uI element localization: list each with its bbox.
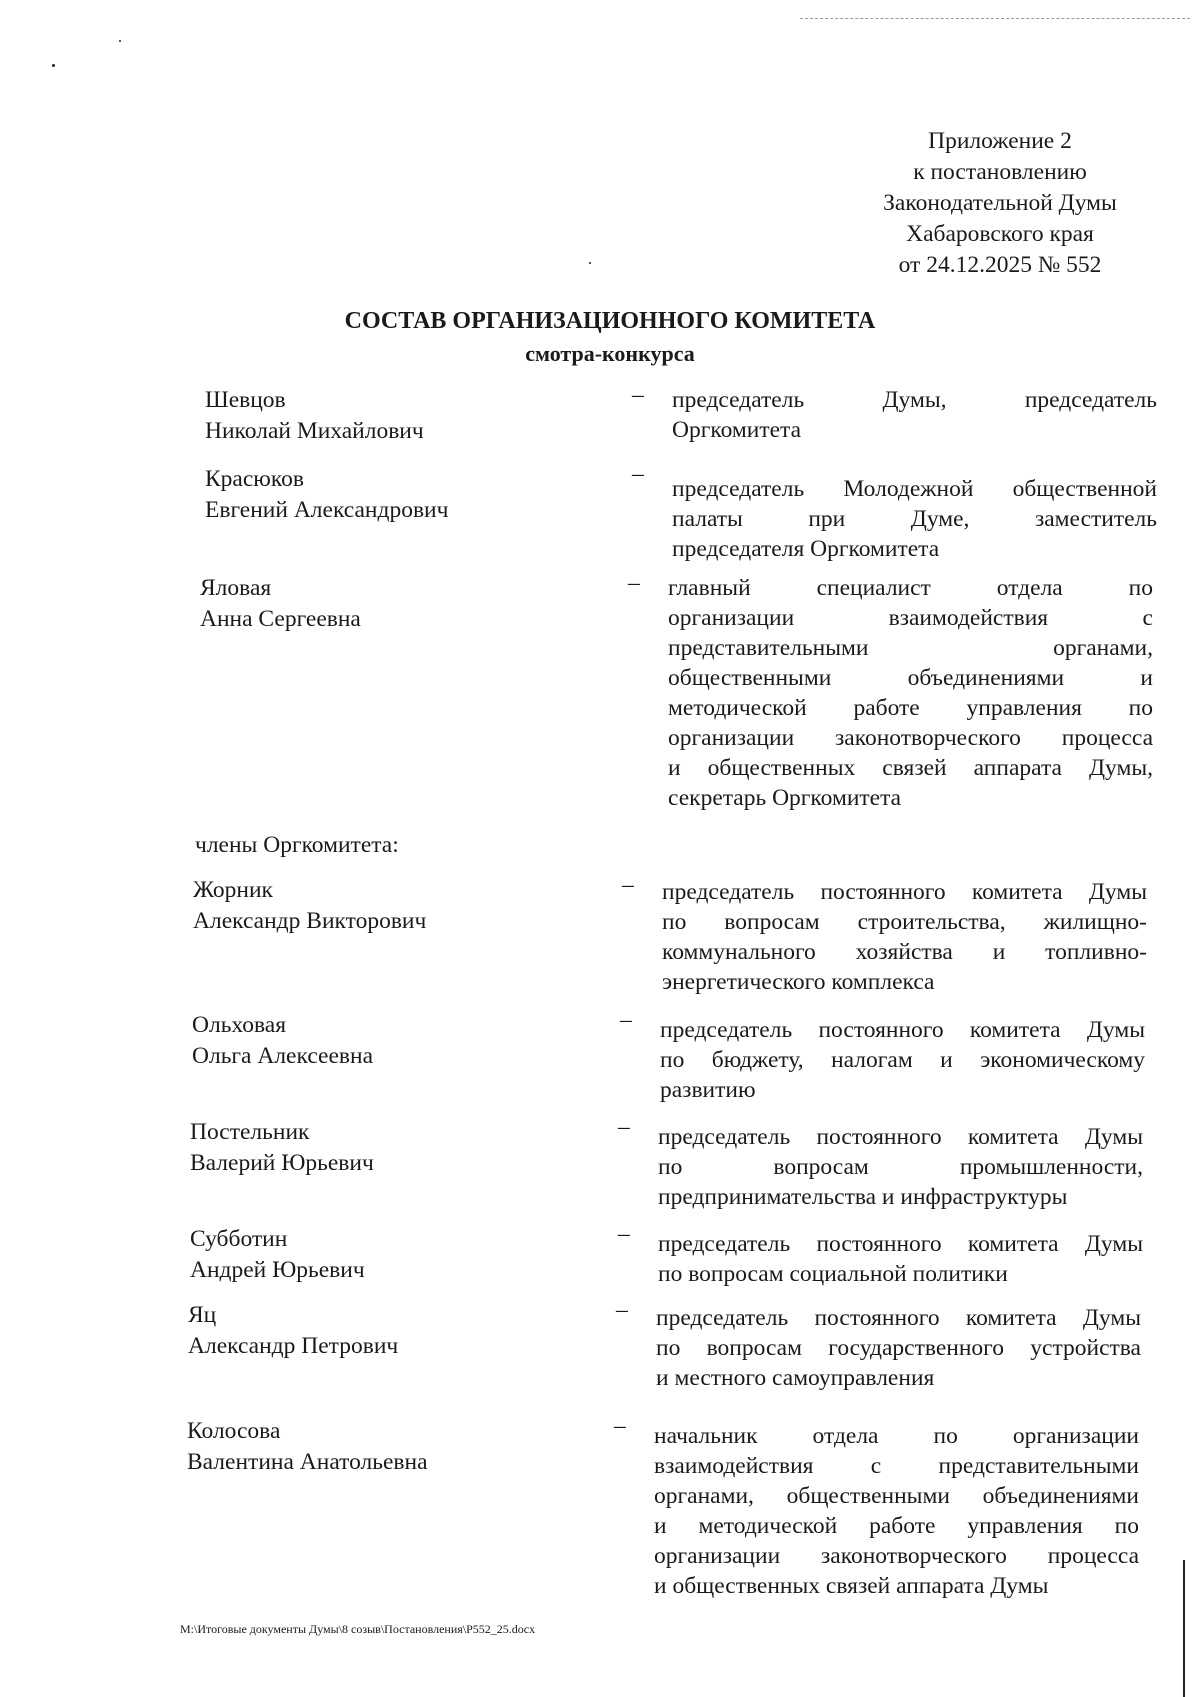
member-given-names: Николай Михайлович [205,418,424,444]
role-line: и общественных связей аппарата Думы [654,1573,1049,1599]
scan-speck [119,40,121,42]
entry-dash: – [618,1114,630,1140]
member-surname: Постельник [190,1119,310,1145]
role-line: энергетического комплекса [662,969,935,995]
appendix-line: к постановлению [913,159,1087,185]
role-line: и местного самоуправления [656,1365,935,1391]
appendix-line: Приложение 2 [928,128,1072,154]
entry-dash: – [620,1007,632,1033]
member-role [662,877,1147,997]
member-surname: Колосова [187,1418,281,1444]
role-line: коммунального хозяйства и топливно- [662,939,1147,965]
appendix-line: Хабаровского края [906,221,1094,247]
member-given-names: Валентина Анатольевна [187,1449,428,1475]
member-surname: Яц [188,1302,217,1328]
appendix-header [840,126,1160,281]
member-given-names: Евгений Александрович [205,497,449,523]
member-given-names: Анна Сергеевна [200,606,361,632]
footer-file-path: M:\Итоговые документы Думы\8 созыв\Постановления\Р552_25.docx [180,1622,536,1636]
member-surname: Шевцов [205,387,286,413]
member-role [672,385,1157,445]
member-given-names: Валерий Юрьевич [190,1150,374,1176]
role-line: председатель постоянного комитета Думы [656,1305,1141,1331]
member-role [656,1303,1141,1393]
member-role [668,573,1153,813]
role-line: организации законотворческого процесса [654,1543,1139,1569]
role-line: и общественных связей аппарата Думы, [668,755,1153,781]
member-given-names: Александр Петрович [188,1333,399,1359]
role-line: общественными объединениями и [668,665,1153,691]
role-line: по бюджету, налогам и экономическому [660,1047,1145,1073]
document-title: СОСТАВ ОРГАНИЗАЦИОННОГО КОМИТЕТА [344,308,876,334]
role-line: и методической работе управления по [654,1513,1139,1539]
role-line: секретарь Оргкомитета [668,785,902,811]
role-line: председателя Оргкомитета [672,536,940,562]
member-role [658,1122,1143,1212]
entry-dash: – [632,461,644,487]
role-line: организации взаимодействия с [668,605,1153,631]
role-line: развитию [660,1077,756,1103]
scan-edge-line-right [1183,1560,1185,1697]
members-label: члены Оргкомитета: [195,832,399,858]
role-line: председатель Молодежной общественной [672,476,1157,502]
role-line: главный специалист отдела по [668,575,1153,601]
role-line: председатель постоянного комитета Думы [658,1124,1143,1150]
member-surname: Ольховая [192,1012,287,1038]
member-surname: Субботин [190,1226,288,1252]
entry-dash: – [618,1221,630,1247]
role-line: палаты при Думе, заместитель [672,506,1157,532]
entry-dash: – [632,382,644,408]
entry-dash: – [616,1297,628,1323]
role-line: по вопросам промышленности, [658,1154,1143,1180]
member-surname: Красюков [205,466,304,492]
entry-dash: – [614,1413,626,1439]
role-line: Оргкомитета [672,417,802,443]
role-line: председатель Думы, председатель [672,387,1157,413]
scan-edge-line [800,18,1190,19]
role-line: председатель постоянного комитета Думы [658,1231,1143,1257]
member-surname: Жорник [193,877,273,903]
role-line: по вопросам государственного устройства [656,1335,1141,1361]
member-given-names: Ольга Алексеевна [192,1043,374,1069]
member-role [654,1421,1139,1601]
member-role [672,474,1157,564]
entry-dash: – [622,872,634,898]
role-line: председатель постоянного комитета Думы [660,1017,1145,1043]
appendix-line: Законодательной Думы [883,190,1117,216]
member-given-names: Андрей Юрьевич [190,1257,365,1283]
role-line: по вопросам строительства, жилищно- [662,909,1147,935]
role-line: организации законотворческого процесса [668,725,1153,751]
member-role [660,1015,1145,1105]
document-subtitle: смотра-конкурса [525,341,695,366]
role-line: взаимодействия с представительными [654,1453,1139,1479]
scan-speck [589,262,591,264]
role-line: начальник отдела по организации [654,1423,1139,1449]
member-given-names: Александр Викторович [193,908,427,934]
role-line: органами, общественными объединениями [654,1483,1139,1509]
role-line: председатель постоянного комитета Думы [662,879,1147,905]
role-line: по вопросам социальной политики [658,1261,1008,1287]
appendix-line: от 24.12.2025 № 552 [898,252,1102,278]
member-surname: Яловая [200,575,272,601]
role-line: методической работе управления по [668,695,1153,721]
entry-dash: – [628,570,640,596]
role-line: представительными органами, [668,635,1153,661]
member-role [658,1229,1143,1289]
role-line: предпринимательства и инфраструктуры [658,1184,1068,1210]
scan-speck [52,64,55,67]
